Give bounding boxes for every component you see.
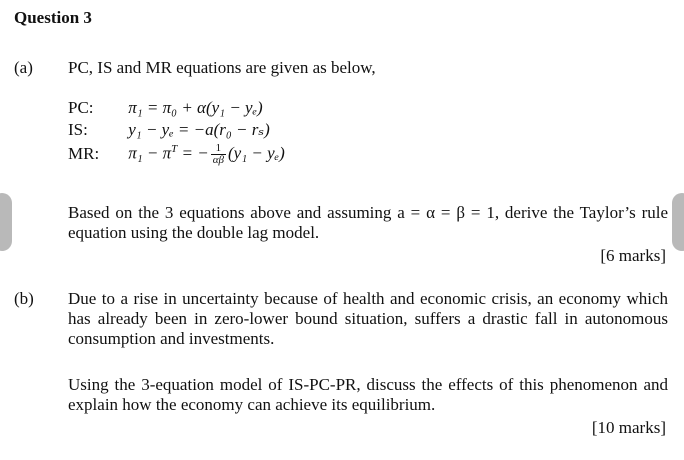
part-a-intro: PC, IS and MR equations are given as below, [68,58,376,77]
part-b-label: (b) [14,289,34,308]
equation-pc-label: PC: [68,98,94,117]
right-scroll-handle[interactable] [672,193,684,251]
equation-is-label: IS: [68,120,88,139]
equation-mr-lhs: π₁ − π [128,143,172,163]
question-title: Question 3 [14,8,92,27]
part-a-paragraph: Based on the 3 equations above and assuming a = α = β = 1, derive the Taylor’s rule equation using the double lag model. [68,203,668,242]
part-b-marks: [10 marks] [591,418,666,437]
equation-pc-body: π₁ = π₀ + α(y₁ − yₑ) [128,98,263,117]
part-a-label: (a) [14,58,33,77]
equation-mr-sup: T [171,143,178,155]
part-a-marks: [6 marks] [600,246,666,265]
equation-mr-label: MR: [68,143,100,163]
equation-mr-frac-den: αβ [212,154,225,167]
equation-is-body: y₁ − yₑ = −a(r₀ − rₛ) [128,120,270,139]
equation-mr-rhs: (y₁ − yₑ) [228,143,285,163]
equation-is [68,120,270,140]
equation-pc [68,98,263,118]
equation-mr [68,143,285,166]
equation-mr-mid: = − [177,143,209,163]
left-scroll-handle[interactable] [0,193,12,251]
equation-mr-fraction [211,143,226,166]
part-b-paragraph-2: Using the 3-equation model of IS-PC-PR, discuss the effects of this phenomenon and explain how the economy can achieve its equilibrium. [68,375,668,414]
part-b-paragraph-1: Due to a rise in uncertainty because of health and economic crisis, an economy which has already been in zero-lower bound situation, suffers a drastic fall in autonomous consumption and investments. [68,289,668,348]
equation-mr-frac-num: 1 [211,143,226,155]
